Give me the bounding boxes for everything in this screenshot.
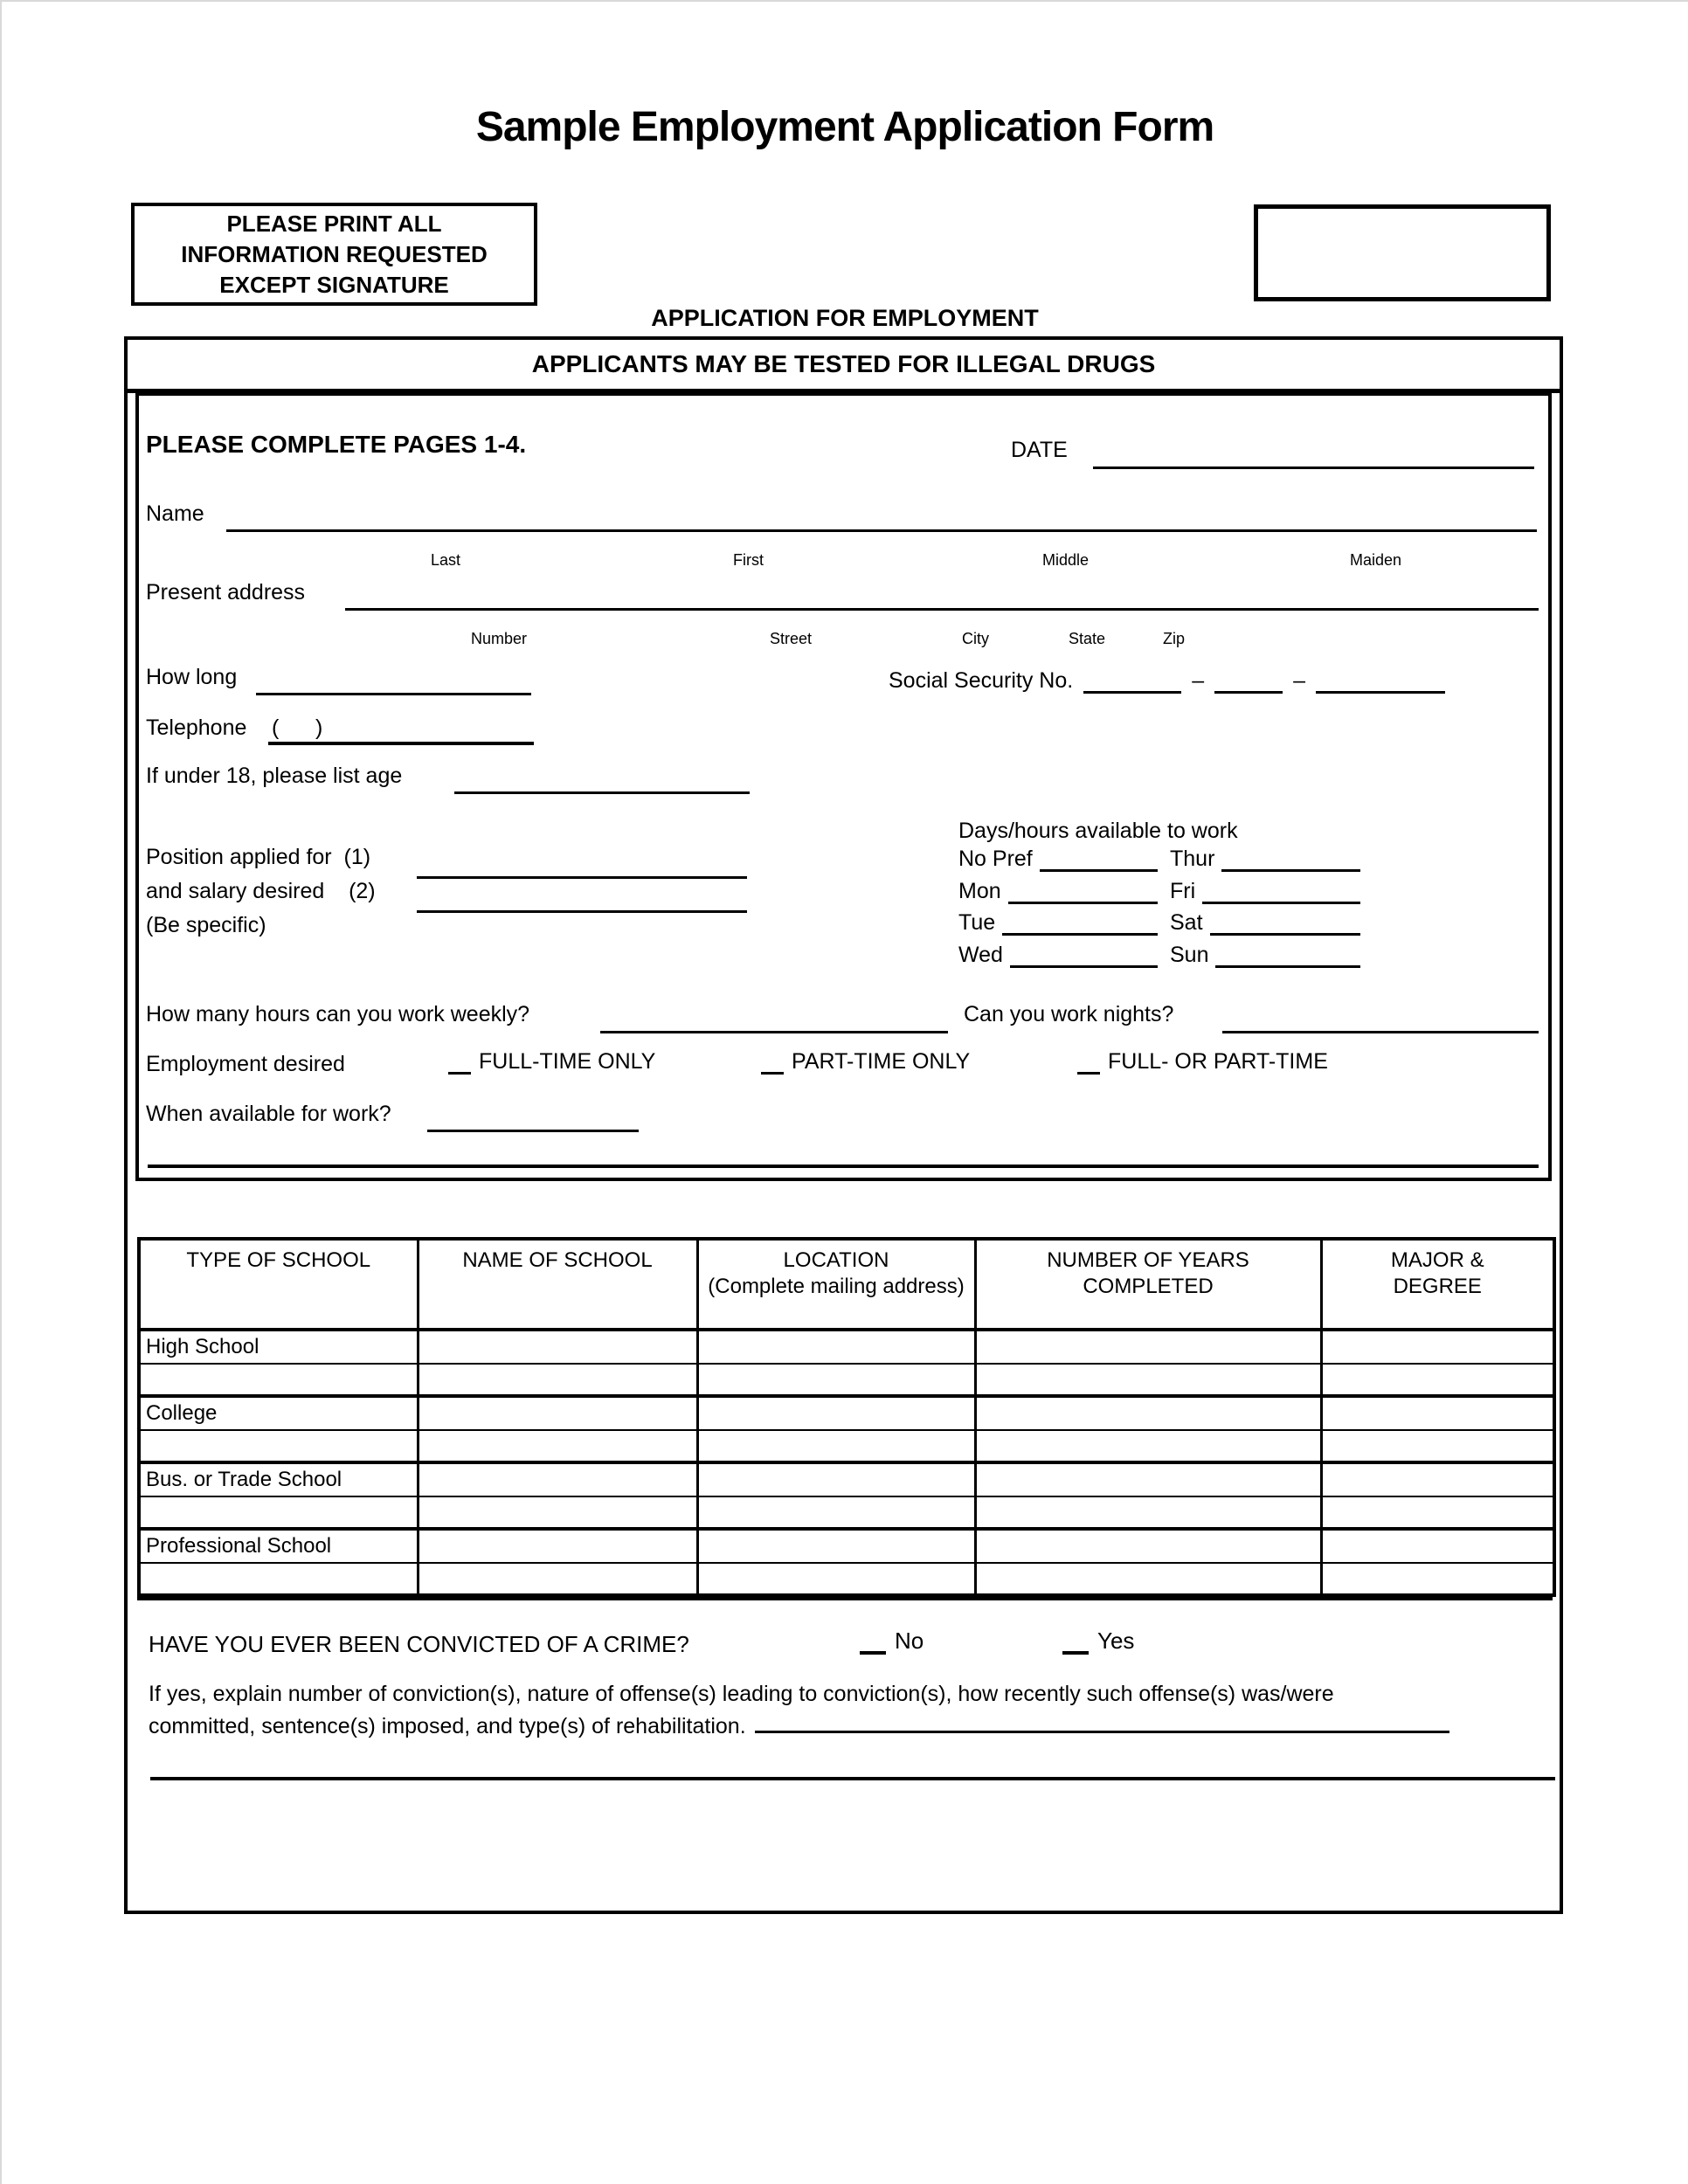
- position-applied-label: Position applied for (1): [146, 845, 371, 869]
- edu-cell[interactable]: [418, 1496, 697, 1529]
- edu-row-trade-school: [139, 1462, 1554, 1496]
- edu-cell[interactable]: [1321, 1330, 1554, 1364]
- ssn-segment-line[interactable]: [1316, 665, 1445, 694]
- complete-pages-label: PLEASE COMPLETE PAGES 1-4.: [146, 431, 527, 458]
- edu-cell[interactable]: [418, 1563, 697, 1595]
- edu-cell[interactable]: [418, 1364, 697, 1396]
- day-label: No Pref: [958, 847, 1033, 871]
- when-available-line[interactable]: [427, 1130, 639, 1132]
- section-divider-rule: [137, 1596, 1553, 1600]
- conviction-yes-option: Yes: [1062, 1628, 1134, 1655]
- edu-row-label: College: [139, 1396, 418, 1430]
- education-table: [137, 1237, 1556, 1597]
- print-notice-box: [131, 203, 537, 306]
- drug-test-banner: APPLICANTS MAY BE TESTED FOR ILLEGAL DRUGS: [128, 340, 1560, 393]
- present-address-label: Present address: [146, 580, 306, 605]
- edu-cell[interactable]: [697, 1396, 975, 1430]
- day-hours-line[interactable]: [1215, 941, 1360, 968]
- edu-cell[interactable]: [697, 1529, 975, 1563]
- name-sublabel-middle: Middle: [1042, 551, 1090, 569]
- edu-cell[interactable]: [975, 1563, 1321, 1595]
- office-use-box: [1254, 204, 1551, 301]
- ssn-segment-line[interactable]: [1083, 665, 1181, 694]
- day-label: Tue: [958, 910, 996, 935]
- ssn-dash: –: [1192, 668, 1205, 693]
- date-line[interactable]: [1093, 467, 1534, 469]
- present-address-line[interactable]: [345, 608, 1539, 611]
- address-sublabel-state: State: [1069, 630, 1106, 647]
- edu-cell[interactable]: [1321, 1396, 1554, 1430]
- checkbox-line[interactable]: [761, 1053, 784, 1075]
- edu-cell[interactable]: [418, 1396, 697, 1430]
- day-hours-line[interactable]: [1040, 845, 1158, 872]
- print-notice-line: PLEASE PRINT ALL: [226, 210, 442, 237]
- edu-row-blank: [139, 1364, 1554, 1396]
- edu-header-major: MAJOR & DEGREE: [1321, 1239, 1554, 1330]
- day-label: Fri: [1170, 879, 1196, 903]
- conviction-explain-line: committed, sentence(s) imposed, and type(s) of rehabilitation.: [149, 1710, 1449, 1742]
- how-long-line[interactable]: [256, 693, 531, 695]
- edu-cell[interactable]: [1321, 1364, 1554, 1396]
- edu-cell[interactable]: [975, 1430, 1321, 1462]
- edu-cell[interactable]: [418, 1430, 697, 1462]
- day-label: Sat: [1170, 910, 1203, 935]
- how-long-label: How long: [146, 665, 238, 689]
- edu-cell[interactable]: [1321, 1529, 1554, 1563]
- ssn-segment-line[interactable]: [1214, 665, 1283, 694]
- salary-line[interactable]: [417, 910, 747, 913]
- edu-cell[interactable]: [697, 1430, 975, 1462]
- page-title: Sample Employment Application Form: [475, 104, 1214, 150]
- work-nights-label: Can you work nights?: [964, 1002, 1174, 1026]
- day-hours-line[interactable]: [1008, 877, 1158, 904]
- edu-cell[interactable]: [418, 1462, 697, 1496]
- day-label: Wed: [958, 943, 1003, 967]
- edu-cell[interactable]: [418, 1330, 697, 1364]
- edu-row-label: Bus. or Trade School: [139, 1462, 418, 1496]
- application-for-employment-heading: APPLICATION FOR EMPLOYMENT: [651, 305, 1039, 331]
- day-hours-line[interactable]: [1202, 877, 1360, 904]
- explanation-line-2[interactable]: [150, 1777, 1555, 1780]
- edu-cell[interactable]: [139, 1496, 418, 1529]
- edu-cell[interactable]: [139, 1563, 418, 1595]
- conviction-explain-line: If yes, explain number of conviction(s), nature of offense(s) leading to conviction(s), how recently such offense(s) was/were: [149, 1682, 1334, 1706]
- edu-row-high-school: [139, 1330, 1554, 1364]
- print-notice-line: INFORMATION REQUESTED: [181, 240, 488, 267]
- edu-cell[interactable]: [975, 1496, 1321, 1529]
- address-sublabel-city: City: [962, 630, 989, 647]
- conviction-no-option: No: [860, 1628, 924, 1655]
- day-hours-line[interactable]: [1002, 909, 1158, 936]
- edu-row-blank: [139, 1496, 1554, 1529]
- name-sublabel-maiden: Maiden: [1350, 551, 1402, 569]
- edu-cell[interactable]: [1321, 1462, 1554, 1496]
- edu-cell[interactable]: [697, 1563, 975, 1595]
- edu-cell[interactable]: [1321, 1563, 1554, 1595]
- checkbox-line[interactable]: [1077, 1053, 1100, 1075]
- day-hours-line[interactable]: [1221, 845, 1360, 872]
- day-label: Thur: [1170, 847, 1215, 871]
- day-hours-line[interactable]: [1210, 909, 1360, 936]
- edu-cell[interactable]: [139, 1430, 418, 1462]
- day-label: Mon: [958, 879, 1001, 903]
- be-specific-label: (Be specific): [146, 913, 266, 937]
- edu-cell[interactable]: [975, 1462, 1321, 1496]
- hours-weekly-line[interactable]: [600, 1031, 948, 1033]
- print-notice-line: EXCEPT SIGNATURE: [219, 271, 449, 298]
- ssn-row: [889, 665, 1445, 694]
- day-row: [958, 941, 1360, 968]
- edu-cell[interactable]: [697, 1364, 975, 1396]
- under-18-label: If under 18, please list age: [146, 764, 403, 788]
- edu-header-name: NAME OF SCHOOL: [418, 1239, 697, 1330]
- application-form-box: [124, 336, 1563, 1914]
- conviction-explain-text: [149, 1678, 1449, 1742]
- conviction-question: HAVE YOU EVER BEEN CONVICTED OF A CRIME?: [149, 1631, 689, 1657]
- edu-cell[interactable]: [975, 1529, 1321, 1563]
- under-18-line[interactable]: [454, 791, 750, 794]
- day-row: [958, 877, 1360, 904]
- day-row: [958, 845, 1360, 872]
- education-header-row: [139, 1239, 1554, 1330]
- checkbox-line[interactable]: [1062, 1632, 1089, 1655]
- employment-option-part-time: PART-TIME ONLY: [761, 1049, 970, 1075]
- edu-header-years: NUMBER OF YEARS COMPLETED: [975, 1239, 1321, 1330]
- name-sublabel-last: Last: [431, 551, 461, 569]
- checkbox-line[interactable]: [448, 1053, 471, 1075]
- edu-cell[interactable]: [975, 1396, 1321, 1430]
- edu-header-location: LOCATION (Complete mailing address): [697, 1239, 975, 1330]
- ssn-dash: –: [1293, 668, 1306, 693]
- edu-header-type: TYPE OF SCHOOL: [139, 1239, 418, 1330]
- explanation-line-1[interactable]: [755, 1710, 1449, 1733]
- telephone-line[interactable]: [268, 742, 534, 745]
- name-sublabel-first: First: [733, 551, 764, 569]
- edu-cell[interactable]: [1321, 1496, 1554, 1529]
- edu-cell[interactable]: [697, 1330, 975, 1364]
- date-label: DATE: [1011, 438, 1068, 462]
- position-line[interactable]: [417, 876, 747, 879]
- edu-cell[interactable]: [418, 1529, 697, 1563]
- edu-row-college: [139, 1396, 1554, 1430]
- edu-cell[interactable]: [697, 1462, 975, 1496]
- edu-cell[interactable]: [975, 1364, 1321, 1396]
- employment-option-full-or-part: FULL- OR PART-TIME: [1077, 1049, 1328, 1075]
- day-row: [958, 909, 1360, 936]
- personal-info-box: [135, 392, 1552, 1181]
- address-sublabel-zip: Zip: [1163, 630, 1186, 647]
- employment-desired-label: Employment desired: [146, 1052, 345, 1076]
- work-nights-line[interactable]: [1222, 1031, 1539, 1033]
- name-line[interactable]: [226, 529, 1537, 532]
- edu-cell[interactable]: [975, 1330, 1321, 1364]
- address-sublabel-street: Street: [770, 630, 813, 647]
- telephone-label: Telephone: [146, 715, 247, 740]
- edu-cell[interactable]: [1321, 1430, 1554, 1462]
- edu-row-label: Professional School: [139, 1529, 418, 1563]
- days-hours-header: Days/hours available to work: [958, 819, 1238, 843]
- salary-desired-label: and salary desired (2): [146, 879, 376, 903]
- ssn-label: Social Security No.: [889, 668, 1074, 693]
- edu-row-label: High School: [139, 1330, 418, 1364]
- edu-row-blank: [139, 1430, 1554, 1462]
- address-sublabel-number: Number: [471, 630, 528, 647]
- edu-row-blank: [139, 1563, 1554, 1595]
- edu-row-professional-school: [139, 1529, 1554, 1563]
- day-hours-line[interactable]: [1010, 941, 1158, 968]
- when-available-label: When available for work?: [146, 1102, 391, 1126]
- hours-weekly-label: How many hours can you work weekly?: [146, 1002, 530, 1026]
- edu-cell[interactable]: [139, 1364, 418, 1396]
- edu-cell[interactable]: [697, 1496, 975, 1529]
- checkbox-line[interactable]: [860, 1632, 886, 1655]
- employment-option-full-time: FULL-TIME ONLY: [448, 1049, 655, 1075]
- telephone-area-code[interactable]: ( ): [272, 715, 323, 740]
- extra-writing-line[interactable]: [148, 1165, 1539, 1168]
- day-label: Sun: [1170, 943, 1209, 967]
- name-label: Name: [146, 501, 204, 526]
